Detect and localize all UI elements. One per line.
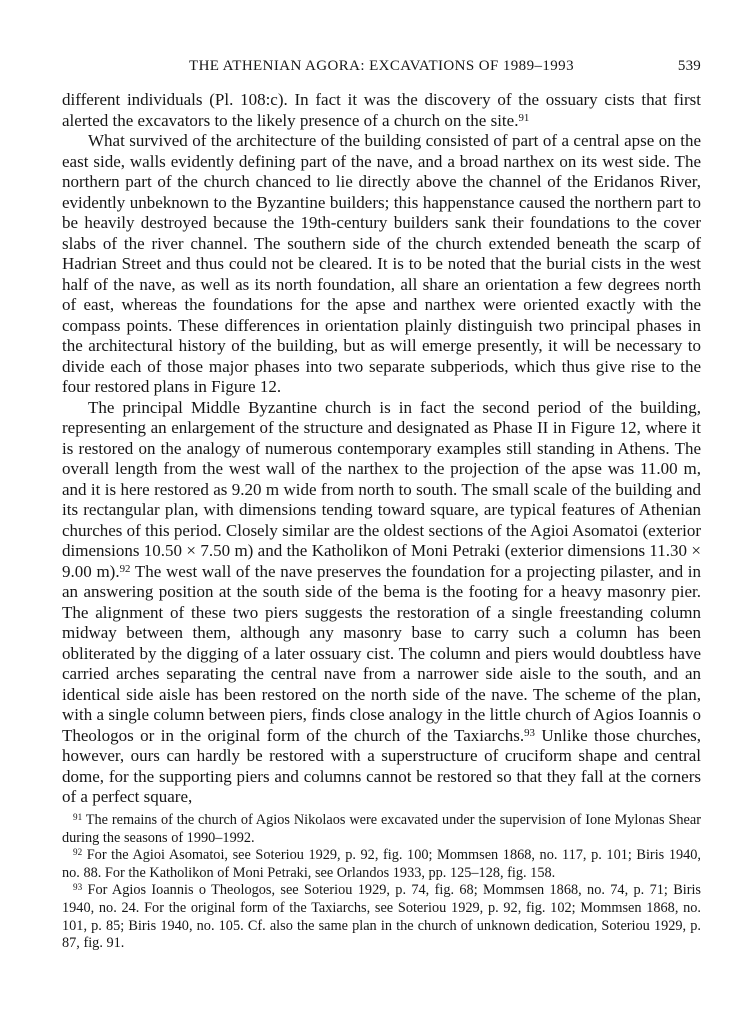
- body-text: [62, 90, 701, 808]
- footnote-ref-93: 93: [524, 726, 535, 739]
- paragraph-3: The principal Middle Byzantine church is in fact the second period of the building, representing an enlargement of the structure and designated as Phase II in Figure 12, where it is restored on the analogy of numerous contemporary examples still standing in Athens. The overall length from the west wall of the narthex to the projection of the apse was 11.00 m, and it is here restored as 9.20 m wide from north to south. The small scale of the building and its rectangular plan, with dimensions tending toward square, are typical features of Athenian churches of this period. Closely similar are the oldest sections of the Agioi Asomatoi (exterior dimensions 10.50 × 7.50 m) and the Katholikon of Moni Petraki (exterior dimensions 11.30 × 9.00 m).$^{92}$ The west wall of the nave preserves the foundation for a projecting pilaster, and in an answering position at the south side of the bema is the footing for a heavy masonry pier. The alignment of these two piers suggests the restoration of a single freestanding column midway between them, although any masonry base to carry such a column has been obliterated by the digging of a later ossuary cist. The column and piers would doubtless have carried arches separating the central nave from a narrower side aisle to the south, and an identical side aisle has been restored on the north side of the nave. The scheme of the plan, with a single column between piers, finds close analogy in the little church of Agios Ioannis o Theologos or in the original form of the church of the Taxiarchs.$^{93}$ Unlike those churches, however, ours can hardly be restored with a superstructure of cruciform shape and central dome, for the supporting piers and columns cannot be restored so that they fall at the corners of a perfect square,: [62, 397, 701, 806]
- paragraph-2: What survived of the architecture of the building consisted of part of a central apse on the east side, walls evidently defining part of the nave, and a broad narthex on its west side. The northern part of the church chanced to lie directly above the channel of the Eridanos River, evidently unbeknown to the Byzantine builders; this happenstance caused the northern part to be heavily destroyed because the 19th-century builders sank their foundations to the cover slabs of the river channel. The southern side of the church extended beneath the scarp of Hadrian Street and thus could not be cleared. It is to be noted that the burial cists in the west half of the nave, as well as its north foundation, all share an orientation a few degrees north of east, whereas the foundations for the apse and narthex were oriented exactly with the compass points. These differences in orientation plainly distinguish two principal phases in the architectural history of the building, but as will emerge presently, it will be necessary to divide each of those major phases into two separate subperiods, which thus give rise to the four restored plans in Figure 12.: [62, 131, 701, 396]
- page-number: 539: [677, 58, 701, 74]
- footnote-92: $^{92}$ For the Agioi Asomatoi, see Soteriou 1929, p. 92, fig. 100; Mommsen 1868, no. 117, p. 101; Biris 1940, no. 88. For the Katholikon of Moni Petraki, see Orlandos 1933, pp. 125–128, fig. 158.: [62, 847, 701, 881]
- footnote-ref-92: 92: [119, 562, 131, 575]
- footnote-number-93: 93: [73, 882, 83, 893]
- paragraph-1: different individuals (Pl. 108:c). In fact it was the discovery of the ossuary cists that first alerted the excavators to the likely presence of a church on the site.$^{91}$: [62, 90, 701, 130]
- footnote-91: $^{91}$ The remains of the church of Agios Nikolaos were excavated under the supervision of Ione Mylonas Shear during the seasons of 1990–1992.: [62, 811, 701, 846]
- footnote-93: $^{93}$ For Agios Ioannis o Theologos, see Soteriou 1929, p. 74, fig. 68; Mommsen 1868, no. 74, p. 71; Biris 1940, no. 24. For the original form of the Taxiarchs, see Soteriou 1929, p. 92, fig. 102; Mommsen 1868, no. 101, p. 85; Biris 1940, no. 105. Cf. also the same plan in the church of unknown dedication, Soteriou 1929, p. 87, fig. 91.: [62, 882, 701, 952]
- running-head-title: THE ATHENIAN AGORA: EXCAVATIONS OF 1989–1993: [189, 58, 574, 74]
- footnote-number-92: 92: [73, 847, 83, 858]
- footnote-number-91: 91: [73, 811, 83, 822]
- footnote-ref-91: 91: [518, 111, 530, 124]
- running-head: [62, 57, 701, 75]
- footnotes-section: [62, 812, 701, 953]
